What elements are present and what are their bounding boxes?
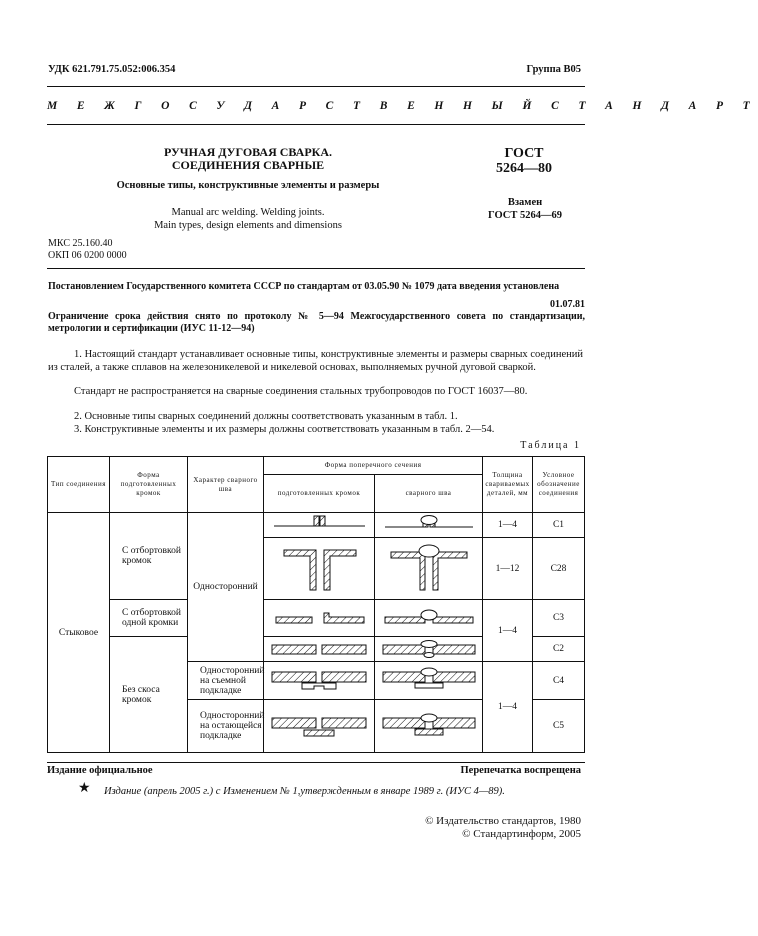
single-flange-weld-icon <box>375 600 483 636</box>
weld-seam-sketch-c4 <box>375 662 483 700</box>
effective-date: 01.07.81 <box>550 299 585 310</box>
code-cell-c1 <box>533 513 585 538</box>
code-value-c3: C3 <box>552 613 565 623</box>
copyright-block <box>425 815 581 841</box>
title-line-1: РУЧНАЯ ДУГОВАЯ СВАРКА. <box>163 145 333 159</box>
udk-code: УДК 621.791.75.052:006.354 <box>48 64 176 75</box>
permanent-backing-icon <box>264 700 375 752</box>
paragraph-3: 2. Основные типы сварных соединений должны соответствовать указанным в табл. 1. <box>74 411 458 422</box>
joint-types-table <box>47 456 585 753</box>
header-designation: Условное обозначение соединения <box>533 457 585 513</box>
gost-number-block <box>478 146 570 176</box>
edge-form-label-2: С отбортовкой одной кромки <box>122 608 181 628</box>
prepared-edge-sketch-c28 <box>264 538 375 600</box>
flanged-edges-icon <box>264 513 375 537</box>
prepared-edge-sketch-c2 <box>264 637 375 662</box>
paragraph-1: 1. Настоящий стандарт устанавливает основные типы, конструктивные элементы и размеры сварных соединений из сталей, а также сплавов на железоникелевой и никелевой основах, выполняемых ручной дуговой сваркой. <box>48 349 583 373</box>
thickness-cell-4 <box>483 662 533 753</box>
joint-type-label: Стыковое <box>58 627 99 638</box>
header-section-form: Форма поперечного сечения <box>264 457 483 475</box>
joint-type-cell <box>48 513 110 753</box>
weld-seam-sketch-c5 <box>375 700 483 753</box>
document-title <box>140 146 356 172</box>
seam-char-cell-2 <box>188 662 264 700</box>
prepared-edge-sketch-c3 <box>264 600 375 637</box>
edge-form-cell-2 <box>110 600 188 637</box>
decree-text: Постановлением Государственного комитета СССР по стандартам от 03.05.90 № 1079 дата введения установлена <box>48 281 560 292</box>
header-type: Тип соединения <box>48 457 110 513</box>
flanged-tee-weld-icon <box>375 538 483 599</box>
code-cell-c3 <box>533 600 585 637</box>
single-flange-icon <box>264 600 375 636</box>
thickness-cell-2 <box>483 538 533 600</box>
official-edition-label: Издание официальное <box>47 765 153 776</box>
gost-number: 5264—80 <box>496 161 552 176</box>
permanent-backing-weld-icon <box>375 700 483 752</box>
header-seam-char: Характер сварного шва <box>188 457 264 513</box>
header-thickness: Толщина свариваемых деталей, мм <box>483 457 533 513</box>
header-weld-seam: сварного шва <box>375 475 483 513</box>
seam-char-label-1: Односторонний <box>193 582 258 592</box>
prepared-edge-sketch-c1 <box>264 513 375 538</box>
footer-rule <box>47 762 585 763</box>
seam-char-label-2: Односторонний на съемной подкладке <box>200 665 265 696</box>
replaces-standard: ГОСТ 5264—69 <box>488 210 562 221</box>
seam-char-cell-1 <box>188 513 264 662</box>
prepared-edge-sketch-c5 <box>264 700 375 753</box>
codes-rule <box>47 268 585 269</box>
header-edge-form: Форма подготовленных кромок <box>110 457 188 513</box>
flanged-weld-icon <box>375 513 483 537</box>
reprint-prohibited-label: Перепечатка воспрещена <box>460 765 581 776</box>
edge-form-label-3: Без скоса кромок <box>122 684 160 705</box>
mks-code: МКС 25.160.40 <box>48 238 113 249</box>
classification-codes <box>48 238 127 262</box>
code-cell-c5 <box>533 700 585 753</box>
gost-label: ГОСТ <box>504 146 544 161</box>
square-edges-icon <box>264 637 375 661</box>
title-line-2: СОЕДИНЕНИЯ СВАРНЫЕ <box>171 158 325 172</box>
restriction-note: Ограничение срока действия снято по протоколу № 5—94 Межгосударственного совета по стандартизации, метрологии и сертификации (ИУС 11-12—94) <box>48 311 585 334</box>
thickness-value-4: 1—4 <box>498 702 517 712</box>
code-value-c5: C5 <box>552 721 565 731</box>
paragraph-2: Стандарт не распространяется на сварные соединения стальных трубопроводов по ГОСТ 16037—80. <box>74 386 528 397</box>
code-value-c28: C28 <box>550 563 567 574</box>
weld-seam-sketch-c2 <box>375 637 483 662</box>
copyright-line-1: © Издательство стандартов, 1980 <box>425 815 581 827</box>
top-rule <box>47 86 585 87</box>
square-butt-weld-icon <box>375 637 483 661</box>
flanged-tee-icon <box>264 538 375 599</box>
copyright-line-2: © Стандартинформ, 2005 <box>462 828 581 840</box>
removable-backing-weld-icon <box>375 662 483 699</box>
replaces-label: Взамен <box>507 197 543 208</box>
thickness-value-1: 1—4 <box>498 520 517 530</box>
seam-char-label-3: Односторонний на остающейся подкладке <box>200 711 265 741</box>
edition-note: Издание (апрель 2005 г.) с Изменением № 1,утвержденным в январе 1989 г. (ИУС 4—89). <box>104 786 505 797</box>
replaces-block <box>470 196 580 222</box>
english-title-line-2: Main types, design elements and dimensions <box>154 220 342 231</box>
code-value-c2: C2 <box>552 644 565 654</box>
thickness-cell-1 <box>483 513 533 538</box>
weld-seam-sketch-c1 <box>375 513 483 538</box>
english-title <box>128 206 368 232</box>
paragraph-4: 3. Конструктивные элементы и их размеры должны соответствовать указанным в табл. 2—54. <box>74 424 495 435</box>
standard-type-banner: М Е Ж Г О С У Д А Р С Т В Е Н Н Ы Й С Т А Н Д А Р Т <box>47 100 758 112</box>
thickness-value-3: 1—4 <box>498 625 517 636</box>
table-caption: Таблица 1 <box>520 440 581 451</box>
seam-char-cell-3 <box>188 700 264 753</box>
thickness-cell-3 <box>483 600 533 662</box>
code-cell-c4 <box>533 662 585 700</box>
code-value-c1: C1 <box>552 520 565 530</box>
header-prepared-edges: подготовленных кромок <box>264 475 375 513</box>
thickness-value-2: 1—12 <box>495 563 520 574</box>
code-cell-c28 <box>533 538 585 600</box>
banner-rule <box>47 124 585 125</box>
code-value-c4: C4 <box>552 675 565 686</box>
english-title-line-1: Manual arc welding. Welding joints. <box>171 207 325 218</box>
prepared-edge-sketch-c4 <box>264 662 375 700</box>
okp-code: ОКП 06 0200 0000 <box>48 250 127 261</box>
removable-backing-icon <box>264 662 375 699</box>
edge-form-label-1: С отбортовкой кромок <box>122 546 181 566</box>
document-subtitle: Основные типы, конструктивные элементы и размеры <box>116 180 380 191</box>
weld-seam-sketch-c28 <box>375 538 483 600</box>
star-icon: ★ <box>78 781 91 796</box>
edge-form-cell-3 <box>110 637 188 753</box>
group-code: Группа В05 <box>526 64 581 75</box>
weld-seam-sketch-c3 <box>375 600 483 637</box>
edge-form-cell-1 <box>110 513 188 600</box>
code-cell-c2 <box>533 637 585 662</box>
